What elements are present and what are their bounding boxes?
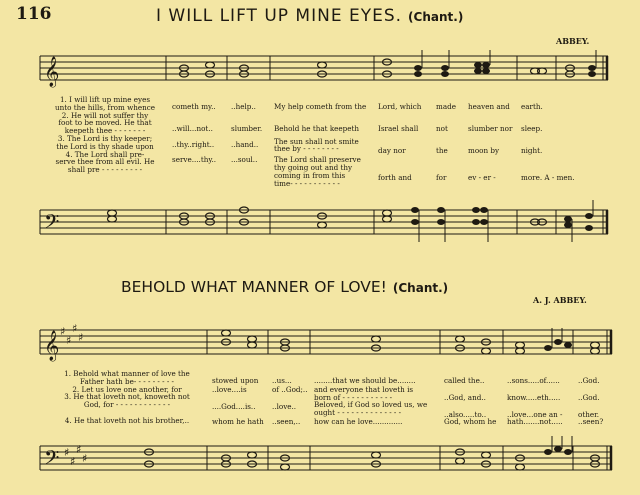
svg-text:♯: ♯ xyxy=(70,455,76,468)
chant1-title: I WILL LIFT UP MINE EYES. (Chant.) xyxy=(156,6,464,26)
chant2-tag: (Chant.) xyxy=(392,281,449,295)
chant2-title: BEHOLD WHAT MANNER OF LOVE! (Chant.) xyxy=(121,278,449,296)
chant1-composer: ABBEY. xyxy=(556,36,590,46)
chant1-col-earth: earth. sleep. night. more. A - men. xyxy=(521,102,575,183)
svg-text:𝄢: 𝄢 xyxy=(44,210,60,238)
svg-text:♯: ♯ xyxy=(66,334,72,347)
svg-text:♯: ♯ xyxy=(78,331,84,344)
page-number: 116 xyxy=(16,4,52,24)
chant2-col-us: ..us... of ..God;.. ..love.. ..seen,.. xyxy=(272,376,308,427)
chant1-col-lord: Lord, which Israel shall day nor forth and xyxy=(378,102,422,183)
chant1-treble-staff xyxy=(0,48,640,94)
svg-text:𝄢: 𝄢 xyxy=(44,446,60,474)
chant1-col-cometh: cometh my.. ..will...not.. ..thy..right.. serve....thy.. xyxy=(172,102,217,165)
chant1-col-help: ..help.. slumber. ..hand.. ...soul.. xyxy=(231,102,263,165)
chant2-composer: A. J. ABBEY. xyxy=(533,295,587,305)
svg-text:♯: ♯ xyxy=(72,322,78,335)
svg-text:♯: ♯ xyxy=(76,443,82,456)
chant2-bass-staff xyxy=(0,434,640,490)
svg-text:𝄞: 𝄞 xyxy=(44,57,60,87)
svg-text:𝄞: 𝄞 xyxy=(44,331,60,361)
chant2-intro: 1. Behold what manner of love the Father hath be- - - - - - - - - 2. Let us love one another, for 3. He that loveth not, knoweth not God, for - - - - - - - - - - - - 4. He that loveth not his brother,.. xyxy=(64,369,190,425)
chant1-col-heaven: heaven and slumber nor moon by ev - er - xyxy=(468,102,513,183)
chant1-bass-staff xyxy=(0,198,640,250)
chant2-col-sons: ..sons.....of...... know.....eth..... ..love...one an - hath.......not..... xyxy=(507,376,563,427)
chant2-treble-staff xyxy=(0,318,640,368)
chant1-tag: (Chant.) xyxy=(408,10,464,24)
chant2-col-stowed: stowed upon ..love....is ....God....is.. whom he hath xyxy=(212,376,264,427)
chant2-col-called: called the.. ..God, and.. ..also.....to.. God, whom he xyxy=(444,376,497,427)
svg-text:♯: ♯ xyxy=(64,446,70,459)
chant2-col-that: ........that we should be........ and everyone that loveth is born of - - - - - - - - - - - Beloved, if God so loved us, we ought - - - - - - - - - - - - - - how can he love............. xyxy=(314,376,428,426)
chant1-col-myhelp: My help cometh from the Behold he that keepeth The sun shall not smite thee by - - - - - - - - The Lord shall preserve thy going out and thy coming in from this time- - - - - - - - - - - xyxy=(274,102,367,188)
chant1-col-made: made not the for xyxy=(436,102,456,183)
chant1-intro: 1. I will lift up mine eyes unto the hills, from whence 2. He will not suffer thy foot to be moved. He that keepeth thee - - - - - - - 3. The Lord is thy keeper; the Lord is thy shade upon 4. The Lord shall pre- serve thee from all evil. He shall pre - - - - - - - - - xyxy=(54,95,156,175)
svg-text:♯: ♯ xyxy=(82,452,88,465)
svg-text:♯: ♯ xyxy=(60,325,66,338)
chant2-col-god: ..God. ..God. other. ..seen? xyxy=(578,376,604,427)
